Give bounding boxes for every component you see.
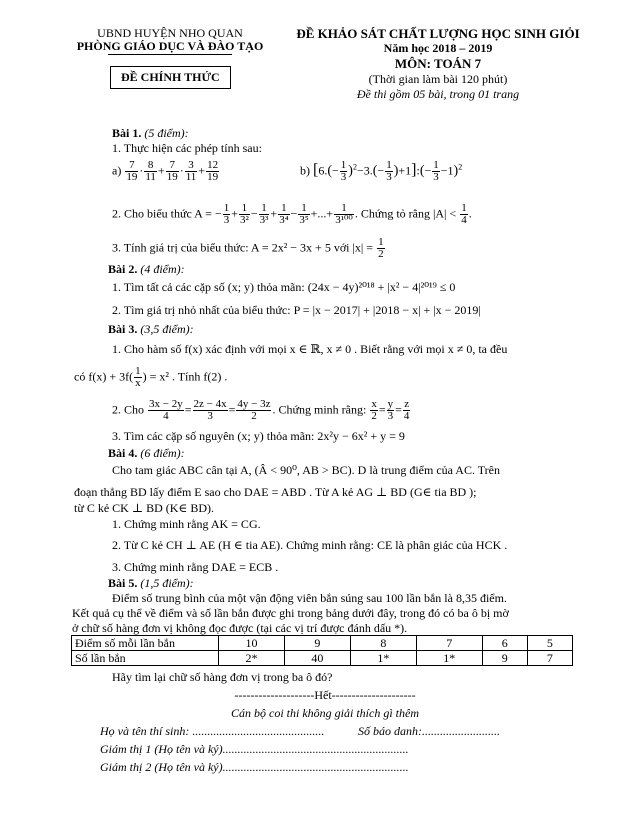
header-underline [108, 54, 232, 55]
exam-info: Đề thi gồm 05 bài, trong 01 trang [356, 87, 520, 101]
table-cell: 10 [219, 636, 285, 651]
bai3-q1b: có f(x) + 3f( $\frac{1}{x}$ ) = x² . Tính f(2) . [74, 365, 228, 389]
table-cell: Số lần bắn [72, 651, 219, 666]
header-dept: UBND HUYỆN NHO QUAN [97, 26, 243, 40]
official-badge: ĐỀ CHÍNH THỨC [110, 66, 231, 89]
bai5-points: (1,5 điểm): [140, 576, 194, 590]
q2-start: 2. Cho [112, 402, 145, 417]
table-cell: 7 [416, 636, 482, 651]
bai5-p2: Kết quả cụ thể về điểm và số lần bắn được ghi trong bảng dưới đây, trong đó có ba ô bị mờ [72, 606, 509, 620]
bai2-title: Bài 2. [108, 262, 138, 276]
bai3-q1a: 1. Cho hàm số f(x) xác định với mọi x ∈ ℝ, x ≠ 0 . Biết rằng với mọi x ≠ 0, ta đều [112, 342, 508, 356]
bai4-p1: Cho tam giác ABC cân tại A, (Â < 90⁰, AB > BC). D là trung điểm của AC. Trên [112, 463, 500, 477]
bai4-heading [108, 446, 185, 461]
subject: MÔN: TOÁN 7 [394, 56, 482, 71]
bai5-p3: ở chữ số hàng đơn vị không đọc được (tại các vị trí được đánh dấu *). [72, 621, 408, 635]
table-cell: 40 [284, 651, 350, 666]
bai1-heading [112, 126, 189, 141]
table-cell: Điểm số mỗi lần bắn [72, 636, 219, 651]
bai1-q3: 3. Tính giá trị của biểu thức: A = 2x² − 3x + 5 với |x| = $\frac{1}{2}$ [112, 236, 384, 260]
candidate-name: Họ và tên thí sinh: ............................................ [100, 724, 325, 738]
q2-tail: . Chứng tỏ rằng |A| < [354, 206, 457, 221]
bai5-p1: Điểm số trung bình của một vận động viên bắn súng sau 100 lần bắn là 8,35 điểm. [112, 591, 507, 605]
bai5-title: Bài 5. [108, 576, 138, 590]
bai1-q1a: a) $\frac{7}{19}$ · $\frac{8}{11}$ + $\frac{7}{19}$ · $\frac{3}{11}$ + $\frac{12}{19}$ [112, 159, 219, 183]
table-cell: 1* [416, 651, 482, 666]
bai1-points: (5 điểm): [144, 126, 189, 140]
table-row [72, 636, 573, 651]
bai4-q2: 2. Từ C kẻ CH ⊥ AE (H ∈ tia AE). Chứng minh rằng: CE là phân giác của HCK . [112, 538, 508, 552]
table-cell: 8 [350, 636, 416, 651]
header-office: PHÒNG GIÁO DỤC VÀ ĐÀO TẠO [76, 39, 264, 53]
q1b-end: ) = x² . Tính f(2) . [142, 369, 228, 384]
exam-title: ĐỀ KHẢO SÁT CHẤT LƯỢNG HỌC SINH GIỎI [296, 26, 580, 41]
school-year: Năm học 2018 – 2019 [383, 41, 493, 55]
bai3-title: Bài 3. [108, 322, 138, 336]
footer-note: Cán bộ coi thi không giải thích gì thêm [231, 706, 419, 720]
q1b-label: b) [300, 163, 310, 178]
bai3-q2: 2. Cho $\frac{3x - 2y}{4}$ = $\frac{2z - 4x}{3}$ = $\frac{4y - 3z}{2}$ . Chứng minh rằng: $\frac{x}{2}$ = $\frac{y}{3}$ = $\frac{z}{4}$ [112, 398, 410, 422]
table-cell: 1* [350, 651, 416, 666]
bai4-title: Bài 4. [108, 446, 138, 460]
q2-mid: . Chứng minh rằng: [272, 402, 367, 417]
table-row [72, 651, 573, 666]
table-cell: 2* [219, 651, 285, 666]
bai5-question: Hãy tìm lại chữ số hàng đơn vị trong ba ô đó? [112, 670, 333, 684]
bai2-q1: 1. Tìm tất cả các cặp số (x; y) thỏa mãn: (24x − 4y)²⁰¹⁸ + |x² − 4|²⁰¹⁹ ≤ 0 [112, 280, 456, 294]
bai3-points: (3,5 điểm): [140, 322, 194, 336]
supervisor-1: Giám thị 1 (Họ tên và ký).............................................................. [100, 742, 409, 756]
bai4-p2: đoạn thẳng BD lấy điểm E sao cho DAE = ABD . Từ A kẻ AG ⊥ BD (G∈ tia BD ); [74, 485, 477, 499]
candidate-number: Số báo danh:.......................... [358, 724, 500, 738]
bai2-heading [108, 262, 185, 277]
bai2-points: (4 điểm): [140, 262, 185, 276]
bai4-p3: từ C kẻ CK ⊥ BD (K∈ BD). [74, 501, 215, 515]
table-cell: 7 [527, 651, 572, 666]
bai5-heading [108, 576, 194, 591]
q2-text: 2. Cho biểu thức A = − [112, 206, 222, 221]
bai1-q2: 2. Cho biểu thức A = − $\frac{1}{3}$ + $\frac{1}{\text{3²}}$ − $\frac{1}{\text{3³}}$ + $\frac{1}{\text{3⁴}}$ − $\frac{1}{\text{3⁵}}$ +...+ $\frac{1}{\text{3¹⁰⁰}}$ . Chứng tỏ rằng |A| < $\frac{1}{4}$ . [112, 202, 472, 226]
bai1-q1: 1. Thực hiện các phép tính sau: [112, 141, 262, 155]
end-marker: --------------------Hết--------------------- [234, 688, 416, 702]
bai4-q3: 3. Chứng minh rằng DAE = ECB . [112, 560, 279, 574]
bai1-title: Bài 1. [112, 126, 142, 140]
table-cell: 5 [527, 636, 572, 651]
table-cell: 6 [482, 636, 527, 651]
bai3-heading [108, 322, 194, 337]
bai3-q3: 3. Tìm các cặp số nguyên (x; y) thỏa mãn: 2x²y − 6x² + y = 9 [112, 429, 405, 443]
q1a-label: a) [112, 163, 122, 178]
bai1-q1b: b) [6.(− $\frac{1}{3}$ )$^2$−3.(− $\frac{1}{3}$ )+1]:(− $\frac{1}{3}$ −1)$^2$ [300, 159, 463, 183]
bai2-q2: 2. Tìm giá trị nhỏ nhất của biểu thức: P = |x − 2017| + |2018 − x| + |x − 2019| [112, 303, 481, 317]
q1b-start: có f(x) + 3f( [74, 369, 134, 384]
table-cell: 9 [284, 636, 350, 651]
duration: (Thời gian làm bài 120 phút) [368, 72, 508, 86]
q3-text: 3. Tính giá trị của biểu thức: A = 2x² − 3x + 5 với |x| = [112, 240, 374, 255]
bai4-q1: 1. Chứng minh rằng AK = CG. [112, 517, 261, 531]
table-cell: 9 [482, 651, 527, 666]
supervisor-2: Giám thị 2 (Họ tên và ký).............................................................. [100, 760, 409, 774]
bai4-points: (6 điểm): [140, 446, 185, 460]
score-table [71, 635, 573, 666]
